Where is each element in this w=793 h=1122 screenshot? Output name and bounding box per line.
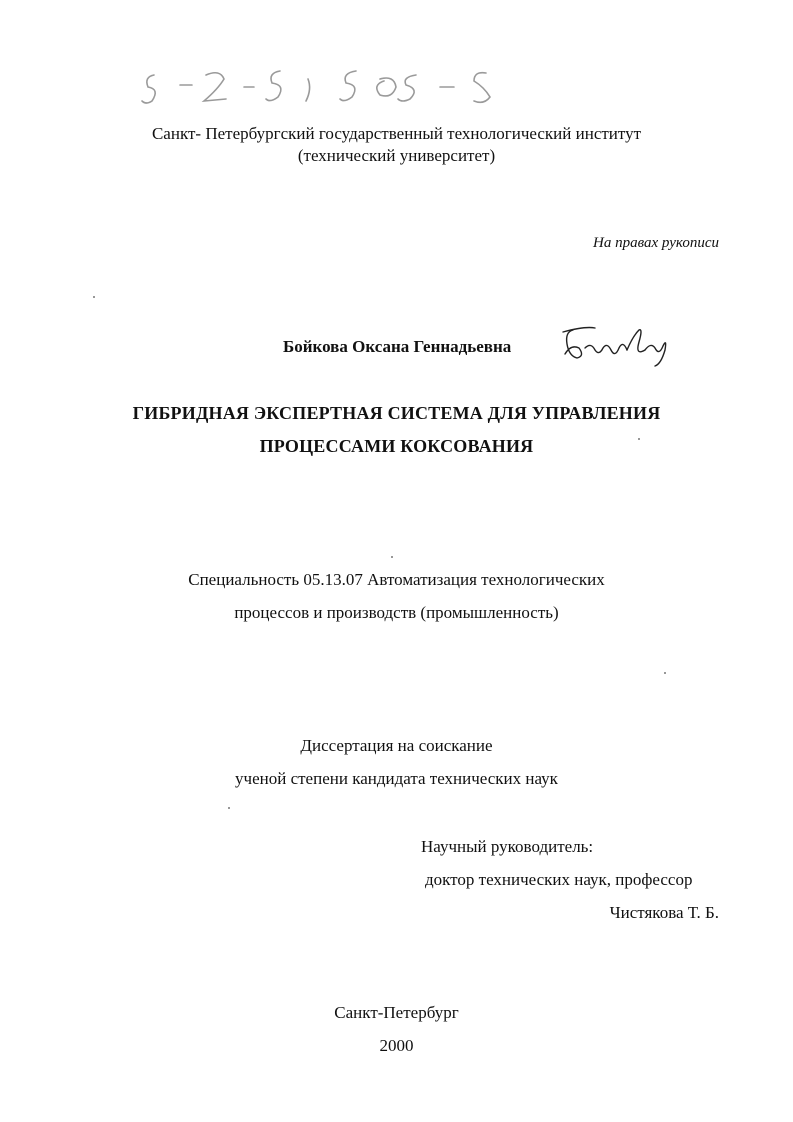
scan-speck [638,438,640,440]
footer-year: 2000 [379,1036,414,1055]
specialty-line-1: Специальность 05.13.07 Автоматизация технологических [188,570,605,589]
scan-speck [664,672,666,674]
supervisor-degree: доктор технических наук, профессор [425,870,693,889]
institution-line-1: Санкт- Петербургский государственный технологический институт [151,124,642,143]
supervisor-name: Чистякова Т. Б. [609,903,719,922]
institution-line-2: (технический университет) [297,146,496,165]
thesis-title-line-1: ГИБРИДНАЯ ЭКСПЕРТНАЯ СИСТЕМА ДЛЯ УПРАВЛЕНИЯ [132,403,661,423]
specialty-line-2: процессов и производств (промышленность) [234,603,559,622]
dissertation-line-1: Диссертация на соискание [300,736,493,755]
scan-speck [228,807,230,809]
thesis-title-line-2: ПРОЦЕССАМИ КОКСОВАНИЯ [259,436,534,456]
supervisor-label: Научный руководитель: [421,837,594,856]
footer-city: Санкт-Петербург [334,1003,459,1022]
handwritten-archive-number [140,55,520,115]
manuscript-note: На правах рукописи [593,235,719,251]
scan-speck [391,556,393,558]
scan-speck [93,296,95,298]
author-name: Бойкова Оксана Геннадьевна [283,337,512,356]
author-signature [555,320,675,372]
dissertation-line-2: ученой степени кандидата технических наук [235,769,558,788]
